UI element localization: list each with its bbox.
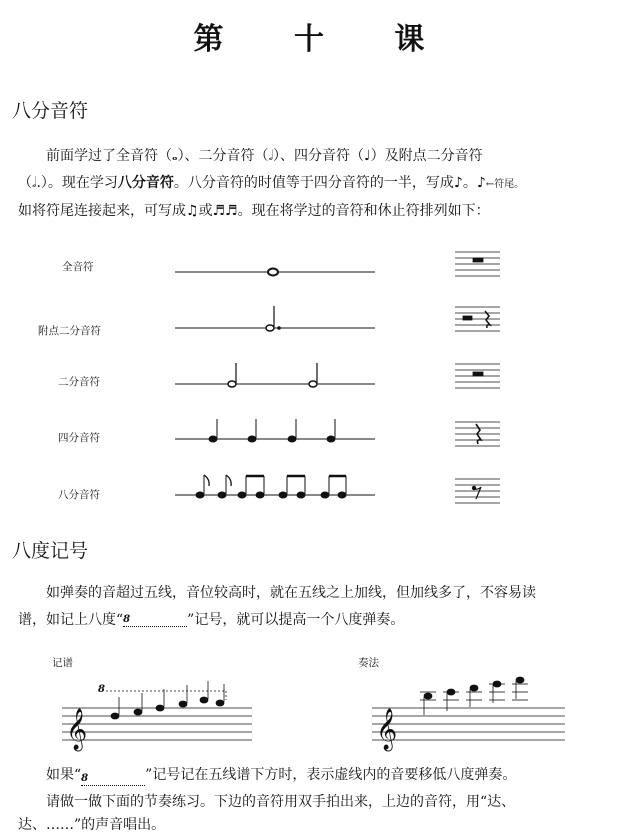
ottava-mark-inline-below: 8 [81, 773, 145, 786]
half-note-icon: 𝅗𝅥 [268, 148, 274, 164]
notation-notes [111, 681, 224, 719]
label-performance: 奏法 [358, 657, 379, 669]
beamed-two-eighths-icon: ♫ [186, 203, 199, 219]
eighth-note-icon: ♪ [453, 175, 463, 191]
notation-staff [62, 681, 252, 751]
octave-paragraph-line-1: 如弹奏的音超过五线，音位较高时，就在五线之上加线，但加线多了，不容易读 [46, 585, 536, 601]
performance-notes [420, 677, 528, 715]
row-label-dotted-half: 附点二分音符 [38, 325, 101, 337]
rhythm-exercise-line-1: 请做一做下面的节奏练习。下边的音符用双手拍出来，上边的音符，用“达、 [46, 794, 516, 810]
label-notation: 记谱 [52, 657, 73, 669]
ottava-mark-inline: 8 [123, 614, 187, 627]
row-label-half: 二分音符 [58, 376, 100, 388]
paragraph-line-1: 前面学过了全音符（𝅝）、二分音符（𝅗𝅥）、四分音符（♩）及附点二分音符 [46, 148, 483, 164]
performance-staff [372, 677, 565, 751]
dotted-half-note-icon: 𝅗𝅥. [32, 175, 41, 191]
quarter-note-icon: ♩ [364, 148, 371, 164]
paragraph-line-2: （𝅗𝅥.）。现在学习八分音符。八分音符的时值等于四分音符的一半，写成♪。♪←符尾。 [18, 175, 525, 191]
beamed-four-sixteenths-icon: ♬♬ [212, 203, 238, 219]
row-label-eighth: 八分音符 [58, 489, 100, 501]
treble-clef-icon: 𝄞 [66, 709, 88, 750]
eighth-note-flag-icon: ♪ [476, 175, 486, 191]
row-label-quarter: 四分音符 [58, 432, 100, 444]
ottava-mark-staff: 8 [98, 684, 105, 695]
treble-clef-icon: 𝄞 [376, 709, 398, 750]
section-heading-eighth-note: 八分音符 [12, 100, 89, 122]
row-label-whole: 全音符 [62, 261, 94, 273]
paragraph-line-3: 如将符尾连接起来，可写成♫或♬♬。现在将学过的音符和休止符排列如下： [18, 203, 490, 219]
octave-paragraph-line-2: 谱，如记上八度“8 ”记号，就可以提高一个八度弹奏。 [18, 612, 405, 628]
section-heading-octave: 八度记号 [12, 540, 89, 562]
octave-below-paragraph: 如果“8 ”记号记在五线谱下方时，表示虚线内的音要移低八度弹奏。 [46, 767, 517, 784]
rhythm-exercise-line-2: 达、……”的声音唱出。 [18, 817, 166, 833]
whole-note-icon: 𝅝 [172, 148, 178, 164]
page-title: 第 十 课 [193, 22, 455, 57]
